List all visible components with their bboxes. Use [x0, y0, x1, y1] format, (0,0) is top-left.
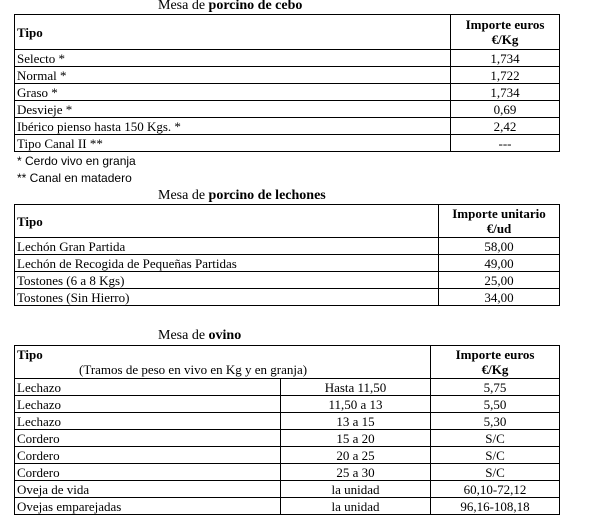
ovino-title-prefix: Mesa de — [158, 328, 209, 343]
ovino-cell-tramo: la unidad — [281, 481, 431, 498]
ovino-head-importe-line2: €/Kg — [481, 362, 509, 377]
lechones-cell-valor: 58,00 — [439, 238, 560, 255]
ovino-cell-tipo: Cordero — [15, 430, 281, 447]
lechones-cell-tipo: Tostones (Sin Hierro) — [15, 289, 439, 306]
cebo-cell-tipo: Desvieje * — [15, 101, 451, 118]
ovino-cell-tipo: Lechazo — [15, 396, 281, 413]
table-row — [15, 430, 560, 447]
lechones-cell-tipo: Tostones (6 a 8 Kgs) — [15, 272, 439, 289]
cebo-cell-valor: 0,69 — [451, 101, 560, 118]
table-row — [15, 50, 560, 67]
table-row — [15, 238, 560, 255]
cebo-head-tipo: Tipo — [15, 15, 451, 50]
ovino-cell-tramo: 11,50 a 13 — [281, 396, 431, 413]
ovino-cell-valor: 5,30 — [431, 413, 560, 430]
cebo-head-importe-line2: €/Kg — [491, 32, 519, 47]
ovino-cell-valor: S/C — [431, 447, 560, 464]
ovino-cell-tramo: Hasta 11,50 — [281, 379, 431, 396]
cebo-note-1: * Cerdo vivo en granja — [17, 154, 136, 168]
lechones-title — [158, 188, 326, 204]
ovino-cell-tipo: Lechazo — [15, 379, 281, 396]
table-row — [15, 396, 560, 413]
cebo-cell-valor: --- — [451, 135, 560, 152]
ovino-head-importe-line1: Importe euros — [455, 347, 535, 362]
lechones-cell-tipo: Lechón de Recogida de Pequeñas Partidas — [15, 255, 439, 272]
lechones-table — [14, 204, 560, 306]
cebo-cell-valor: 1,734 — [451, 50, 560, 67]
table-row — [15, 289, 560, 306]
ovino-cell-valor: 60,10-72,12 — [431, 481, 560, 498]
lechones-head-importe-line2: €/ud — [486, 221, 512, 236]
ovino-head-tipo-label: Tipo — [17, 347, 43, 362]
cebo-table — [14, 14, 560, 152]
table-row — [15, 118, 560, 135]
ovino-title-bold: ovino — [208, 328, 242, 343]
table-row — [15, 464, 560, 481]
ovino-cell-valor: S/C — [431, 430, 560, 447]
cebo-note-2: ** Canal en matadero — [17, 171, 132, 185]
ovino-table — [14, 345, 560, 515]
table-row — [15, 67, 560, 84]
lechones-header-row — [15, 205, 560, 238]
cebo-title-prefix: Mesa de — [158, 0, 209, 13]
table-row — [15, 272, 560, 289]
ovino-cell-tramo: la unidad — [281, 498, 431, 515]
cebo-head-importe — [451, 15, 560, 50]
ovino-header-row — [15, 346, 560, 379]
ovino-head-importe — [431, 346, 560, 379]
ovino-cell-valor: S/C — [431, 464, 560, 481]
ovino-cell-tipo: Ovejas emparejadas — [15, 498, 281, 515]
cebo-cell-valor: 2,42 — [451, 118, 560, 135]
ovino-cell-tramo: 13 a 15 — [281, 413, 431, 430]
lechones-title-prefix: Mesa de — [158, 188, 209, 203]
cebo-cell-valor: 1,734 — [451, 84, 560, 101]
ovino-cell-tipo: Lechazo — [15, 413, 281, 430]
lechones-head-tipo: Tipo — [15, 205, 439, 238]
cebo-head-importe-line1: Importe euros — [465, 17, 545, 32]
lechones-head-importe-line1: Importe unitario — [452, 206, 546, 221]
table-row — [15, 481, 560, 498]
ovino-cell-tramo: 15 a 20 — [281, 430, 431, 447]
ovino-cell-valor: 5,50 — [431, 396, 560, 413]
cebo-cell-tipo: Selecto * — [15, 50, 451, 67]
cebo-title — [158, 0, 302, 14]
cebo-cell-tipo: Graso * — [15, 84, 451, 101]
cebo-title-bold: porcino de cebo — [208, 0, 303, 13]
table-row — [15, 101, 560, 118]
lechones-cell-valor: 25,00 — [439, 272, 560, 289]
ovino-head-tipo — [15, 346, 431, 379]
ovino-head-subtitle: (Tramos de peso en vivo en Kg y en granja) — [79, 362, 308, 377]
table-row — [15, 135, 560, 152]
ovino-cell-valor: 96,16-108,18 — [431, 498, 560, 515]
cebo-cell-tipo: Tipo Canal II ** — [15, 135, 451, 152]
lechones-cell-tipo: Lechón Gran Partida — [15, 238, 439, 255]
lechones-cell-valor: 49,00 — [439, 255, 560, 272]
cebo-cell-tipo: Ibérico pienso hasta 150 Kgs. * — [15, 118, 451, 135]
table-row — [15, 447, 560, 464]
ovino-cell-tramo: 20 a 25 — [281, 447, 431, 464]
cebo-cell-valor: 1,722 — [451, 67, 560, 84]
ovino-cell-tramo: 25 a 30 — [281, 464, 431, 481]
lechones-cell-valor: 34,00 — [439, 289, 560, 306]
cebo-cell-tipo: Normal * — [15, 67, 451, 84]
table-row — [15, 413, 560, 430]
table-row — [15, 379, 560, 396]
ovino-cell-tipo: Cordero — [15, 447, 281, 464]
lechones-head-importe — [439, 205, 560, 238]
table-row — [15, 255, 560, 272]
ovino-title — [158, 328, 241, 344]
cebo-header-row — [15, 15, 560, 50]
ovino-cell-tipo: Oveja de vida — [15, 481, 281, 498]
ovino-cell-tipo: Cordero — [15, 464, 281, 481]
table-row — [15, 498, 560, 515]
lechones-title-bold: porcino de lechones — [208, 188, 326, 203]
table-row — [15, 84, 560, 101]
ovino-cell-valor: 5,75 — [431, 379, 560, 396]
